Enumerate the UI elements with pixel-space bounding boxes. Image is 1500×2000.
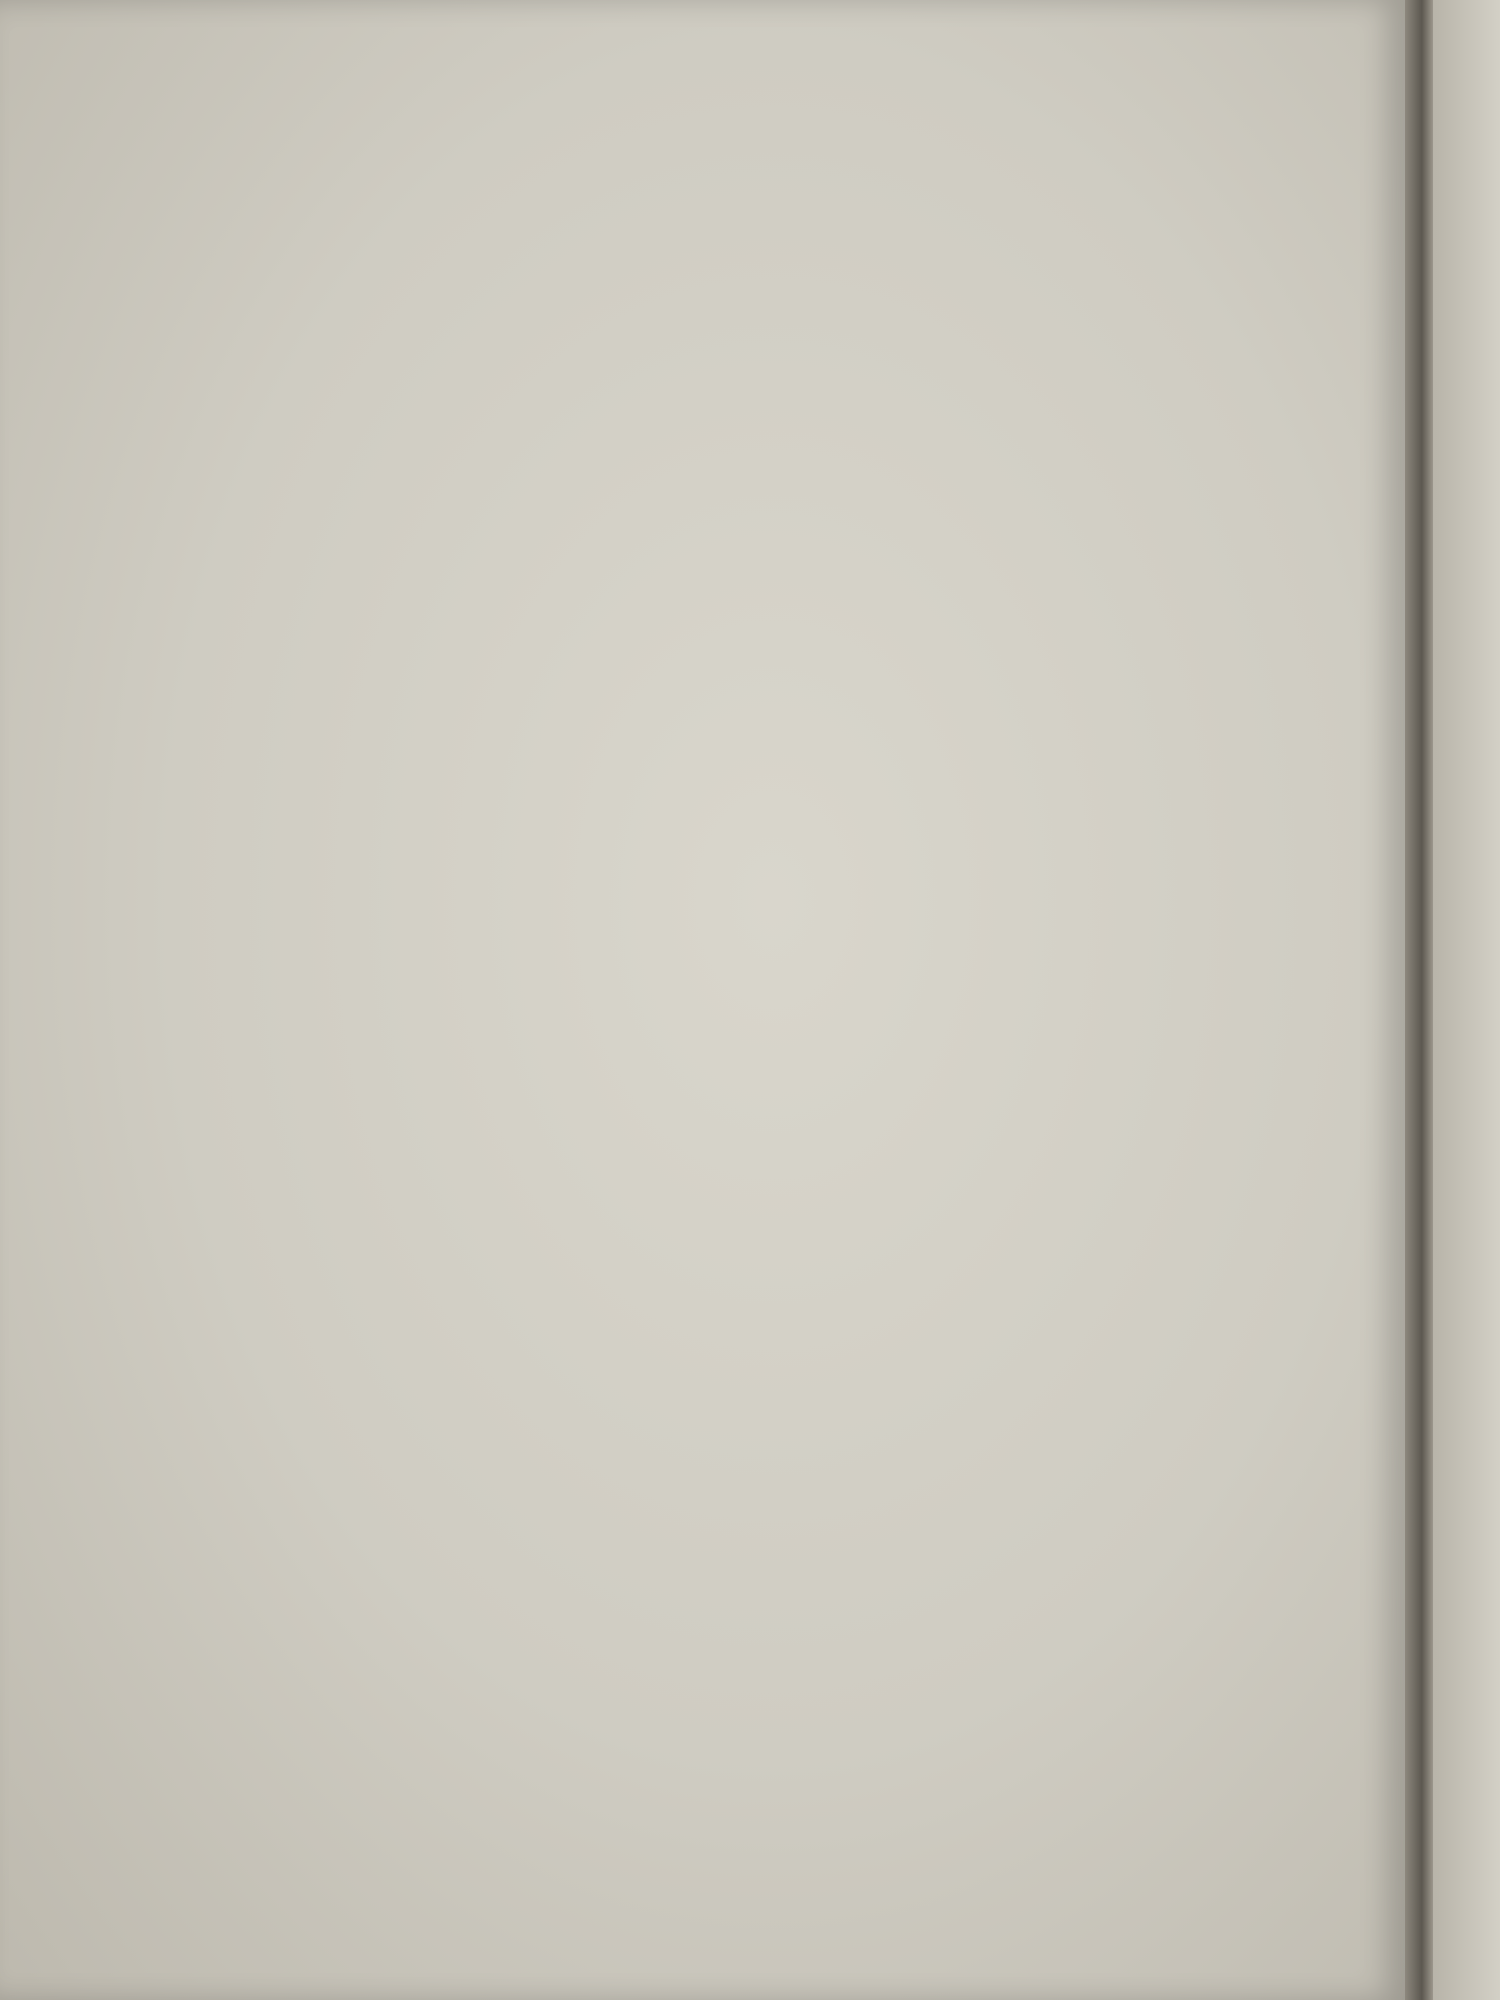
book-gutter bbox=[1405, 0, 1433, 2000]
next-page-edge bbox=[1433, 0, 1500, 2000]
